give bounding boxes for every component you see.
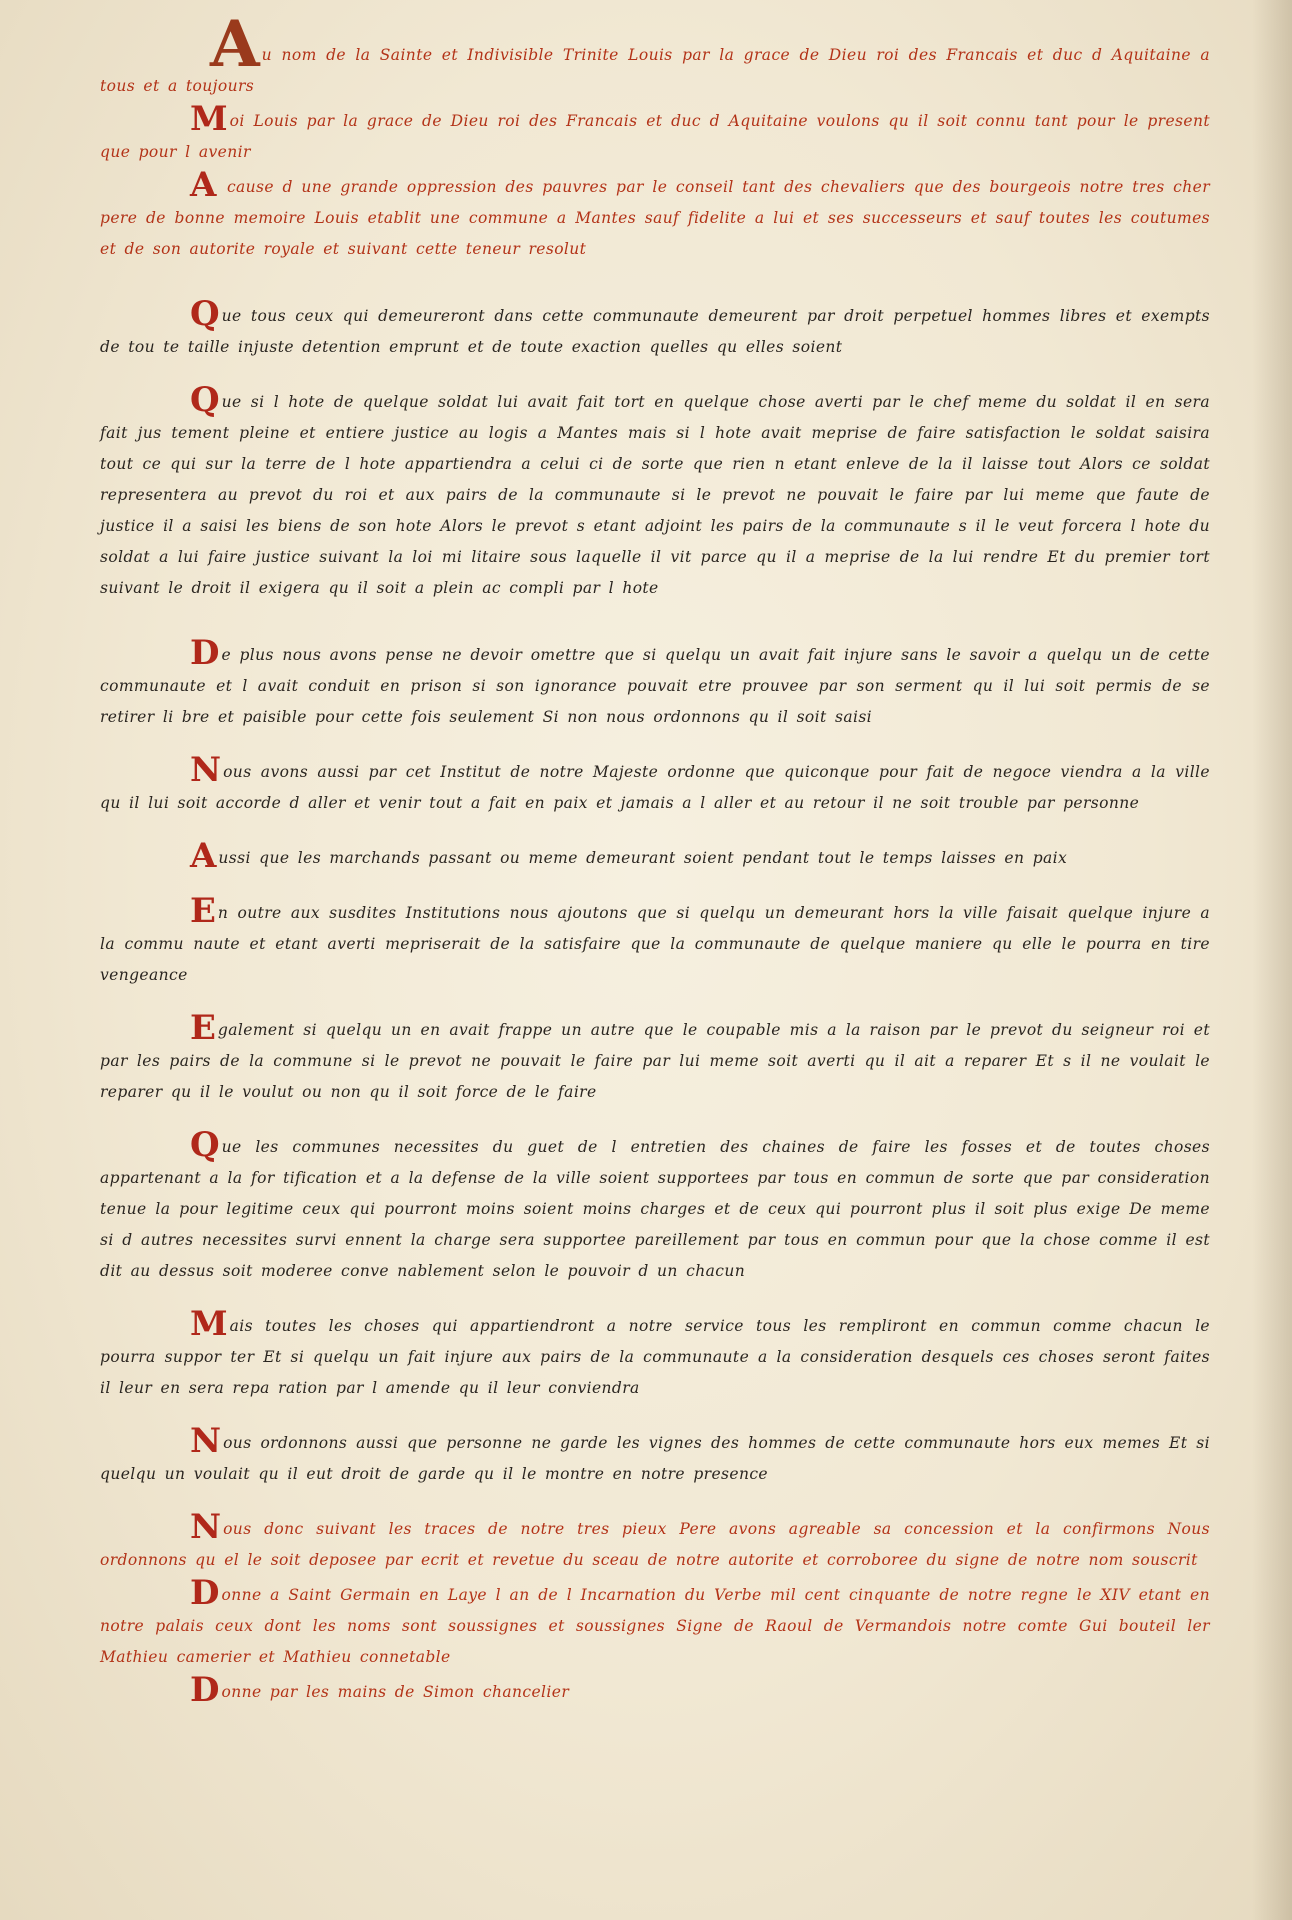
paragraph-text: ue si l hote de quelque soldat lui avait fait tort en quelque chose averti par le chef meme du soldat il en sera fait jus tement pleine et entiere justice au logis a Mantes mais si l hote avait meprise de faire satisfaction le soldat saisira tout ce qui sur la terre de l hote appartiendra a celui ci de sorte que rien n etant enleve de la il laisse tout Alors ce soldat representera au prevot du roi et aux pairs de la communaute si le prevot ne pouvait le faire par lui meme que faute de justice il a saisi les biens de son hote Alors le prevot s etant adjoint les pairs de la communaute s il le veut forcera l hote du soldat a lui faire justice suivant la loi mi litaire sous laquelle il vit parce qu il a meprise de la lui rendre Et du premier tort suivant le droit il exigera qu il soit a plein ac compli par l hote [100, 393, 1210, 597]
paragraph-initial: D [190, 633, 220, 673]
charter-text [100, 7, 1210, 1710]
paragraph-initial: A [210, 7, 260, 82]
paragraph-initial: Q [190, 294, 220, 334]
paragraph-cause [100, 165, 1210, 265]
paragraph-text: ue tous ceux qui demeureront dans cette communaute demeurent par droit perpetuel hommes libres et exempts de tou te taille injuste detention emprunt et de toute exaction quelles qu elles soient [100, 307, 1210, 356]
paragraph-article [100, 1304, 1210, 1404]
paragraph-article [100, 750, 1210, 819]
paragraph-article [100, 891, 1210, 991]
paragraph-article [100, 294, 1210, 363]
paragraph-confirmation [100, 1507, 1210, 1576]
paragraph-initial: M [190, 1304, 228, 1344]
paragraph-initial: N [190, 1421, 222, 1461]
paragraph-article [100, 1421, 1210, 1490]
paragraph-initial: Q [190, 1125, 220, 1165]
paragraph-text: n outre aux susdites Institutions nous ajoutons que si quelqu un demeurant hors la ville faisait quelque injure a la commu naute et etant averti mepriserait de la satisfaire que la communaute de quelque maniere qu elle le pourra en tire vengeance [100, 904, 1210, 984]
paragraph-initial: E [190, 1008, 216, 1048]
paragraph-article [100, 1008, 1210, 1108]
paragraph-text: onne a Saint Germain en Laye l an de l Incarnation du Verbe mil cent cinquante de notre regne le XIV etant en notre palais ceux dont les noms sont soussignes et soussignes Signe de Raoul de Vermandois notre comte Gui bouteil ler Mathieu camerier et Mathieu connetable [100, 1586, 1210, 1666]
paragraph-text: oi Louis par la grace de Dieu roi des Francais et duc d Aquitaine voulons qu il soit connu tant pour le present que pour l avenir [100, 112, 1210, 161]
paragraph-text: ue les communes necessites du guet de l entretien des chaines de faire les fosses et de toutes choses appartenant a la for tification et a la defense de la ville soient supportees par tous en commun de sorte que par consideration tenue la pour legitime ceux qui pourront moins soient moins charges et de ceux qui pourront plus il soit plus exige De meme si d autres necessites survi ennent la charge sera supportee pareillement par tous en commun pour que la chose comme il est dit au dessus soit moderee conve nablement selon le pouvoir d un chacun [100, 1138, 1210, 1280]
paragraph-initial: D [190, 1573, 220, 1613]
paragraph-initial: A [190, 165, 217, 205]
paragraph-initial: N [190, 1507, 222, 1547]
paragraph-text: ais toutes les choses qui appartiendront a notre service tous les rempliront en commun comme chacun le pourra suppor ter Et si quelqu un fait injure aux pairs de la communaute a la consideration desquels ces choses seront faites il leur en sera repa ration par l amende qu il leur conviendra [100, 1317, 1210, 1397]
paragraph-text: ous ordonnons aussi que personne ne garde les vignes des hommes de cette communaute hors eux memes Et si quelqu un voulait qu il eut droit de garde qu il le montre en notre presence [100, 1434, 1210, 1483]
paragraph-article [100, 633, 1210, 733]
paragraph-article [100, 836, 1210, 876]
paragraph-preamble [100, 99, 1210, 168]
paragraph-text: onne par les mains de Simon chancelier [221, 1683, 570, 1701]
paragraph-subscription [100, 1670, 1210, 1710]
paragraph-article [100, 380, 1210, 604]
page-edge-shadow [1252, 0, 1292, 1920]
paragraph-initial: E [190, 891, 216, 931]
paragraph-text: ous avons aussi par cet Institut de notre Majeste ordonne que quiconque pour fait de negoce viendra a la ville qu il lui soit accorde d aller et venir tout a fait en paix et jamais a l aller et au retour il ne soit trouble par personne [100, 763, 1210, 812]
paragraph-article [100, 1125, 1210, 1287]
paragraph-initial: A [190, 836, 217, 876]
paragraph-initial: Q [190, 380, 220, 420]
paragraph-text: ussi que les marchands passant ou meme demeurant soient pendant tout le temps laisses en paix [218, 849, 1068, 867]
paragraph-datation [100, 1573, 1210, 1673]
paragraph-text: ous donc suivant les traces de notre tres pieux Pere avons agreable sa concession et la confirmons Nous ordonnons qu el le soit deposee par ecrit et revetue du sceau de notre autorite et corroboree du signe de notre nom souscrit [100, 1520, 1210, 1569]
paragraph-text: galement si quelqu un en avait frappe un autre que le coupable mis a la raison par le prevot du seigneur roi et par les pairs de la commune si le prevot ne pouvait le faire par lui meme soit averti qu il ait a reparer Et s il ne voulait le reparer qu il le voulut ou non qu il soit force de le faire [100, 1021, 1210, 1101]
paragraph-text: cause d une grande oppression des pauvres par le conseil tant des chevaliers que des bourgeois notre tres cher pere de bonne memoire Louis etablit une commune a Mantes sauf fidelite a lui et ses successeurs et sauf toutes les coutumes et de son autorite royale et suivant cette teneur resolut [100, 178, 1210, 258]
paragraph-initial: N [190, 750, 222, 790]
paragraph-text: e plus nous avons pense ne devoir omettre que si quelqu un avait fait injure sans le savoir a quelqu un de cette communaute et l avait conduit en prison si son ignorance pouvait etre prouvee par son serment qu il lui soit permis de se retirer li bre et paisible pour cette fois seulement Si non nous ordonnons qu il soit saisi [100, 646, 1210, 726]
paragraph-invocation [100, 7, 1210, 102]
paragraph-initial: M [190, 99, 228, 139]
paragraph-text: u nom de la Sainte et Indivisible Trinite Louis par la grace de Dieu roi des Francais et duc d Aquitaine a tous et a toujours [100, 46, 1210, 95]
paragraph-initial: D [190, 1670, 220, 1710]
